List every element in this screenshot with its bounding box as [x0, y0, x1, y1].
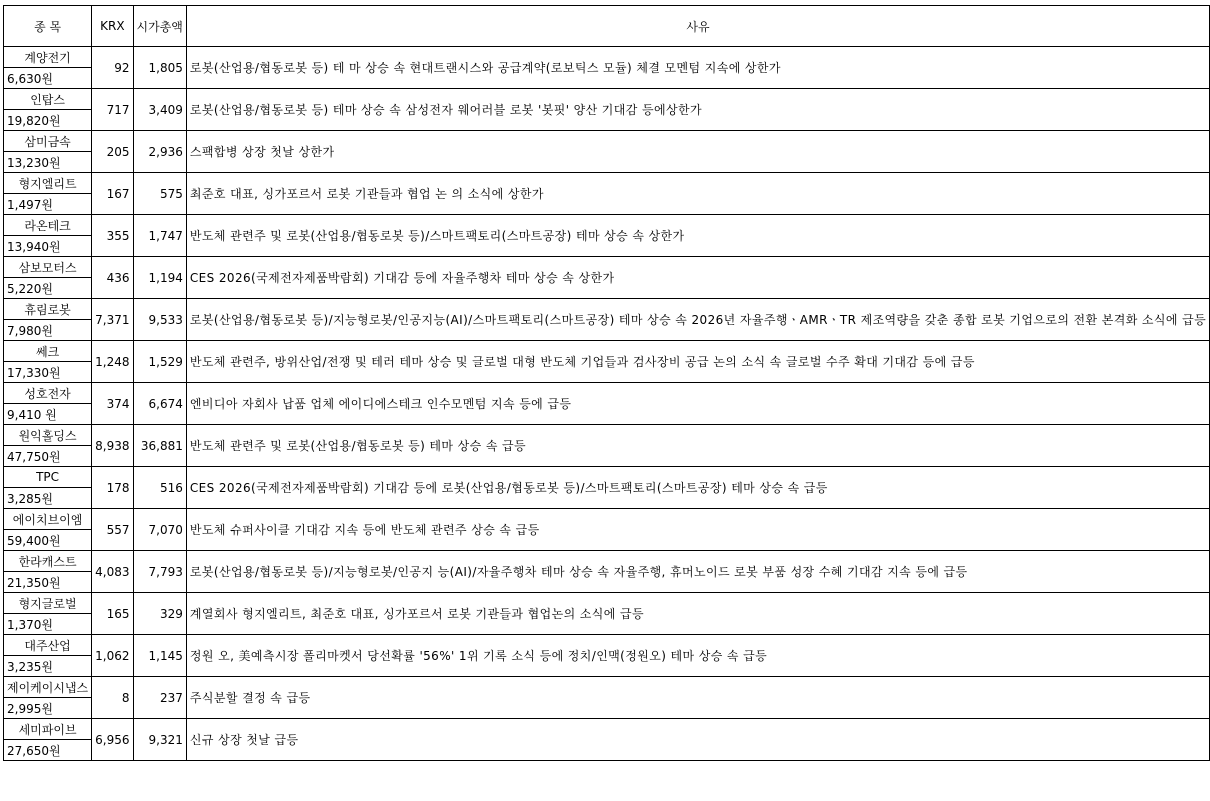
table-row [4, 257, 1210, 278]
stock-name: 인탑스 [4, 89, 92, 110]
stock-name: 삼미금속 [4, 131, 92, 152]
market-cap-value: 1,529 [133, 341, 186, 383]
market-cap-value: 1,145 [133, 635, 186, 677]
stock-name: 형지엘리트 [4, 173, 92, 194]
reason-text: 주식분할 결정 속 급등 [186, 677, 1209, 719]
stock-price: 3,235원 [4, 656, 92, 677]
stock-price: 13,230원 [4, 152, 92, 173]
stock-name: 에이치브이엠 [4, 509, 92, 530]
krx-value: 8 [92, 677, 133, 719]
market-cap-value: 9,321 [133, 719, 186, 761]
reason-text: 최준호 대표, 싱가포르서 로봇 기관들과 협업 논 의 소식에 상한가 [186, 173, 1209, 215]
stock-name: 한라캐스트 [4, 551, 92, 572]
reason-text: 신규 상장 첫날 급등 [186, 719, 1209, 761]
krx-value: 165 [92, 593, 133, 635]
reason-text: 로봇(산업용/협동로봇 등) 테마 상승 속 삼성전자 웨어러블 로봇 '봇핏' 양산 기대감 등에상한가 [186, 89, 1209, 131]
krx-value: 557 [92, 509, 133, 551]
table-row [4, 425, 1210, 446]
krx-value: 1,248 [92, 341, 133, 383]
reason-text: 계열회사 형지엘리트, 최준호 대표, 싱가포르서 로봇 기관들과 협업논의 소식에 급등 [186, 593, 1209, 635]
header-market-cap: 시가총액 [133, 6, 186, 47]
krx-value: 178 [92, 467, 133, 509]
stock-price: 5,220원 [4, 278, 92, 299]
reason-text: 반도체 관련주 및 로봇(산업용/협동로봇 등)/스마트팩토리(스마트공장) 테마 상승 속 상한가 [186, 215, 1209, 257]
stock-name: 라온테크 [4, 215, 92, 236]
table-row [4, 719, 1210, 740]
stock-price: 13,940원 [4, 236, 92, 257]
reason-text: 로봇(산업용/협동로봇 등) 테 마 상승 속 현대트랜시스와 공급계약(로보틱스 모듈) 체결 모멘텀 지속에 상한가 [186, 47, 1209, 89]
stock-name: 쎄크 [4, 341, 92, 362]
stock-name: 휴림로봇 [4, 299, 92, 320]
table-row [4, 131, 1210, 152]
table-row [4, 47, 1210, 68]
krx-value: 355 [92, 215, 133, 257]
stock-name: 원익홀딩스 [4, 425, 92, 446]
stock-name: TPC [4, 467, 92, 488]
reason-text: 엔비디아 자회사 납품 업체 에이디에스테크 인수모멘텀 지속 등에 급등 [186, 383, 1209, 425]
krx-value: 7,371 [92, 299, 133, 341]
stock-price: 2,995원 [4, 698, 92, 719]
reason-text: CES 2026(국제전자제품박람회) 기대감 등에 자율주행차 테마 상승 속 상한가 [186, 257, 1209, 299]
table-row [4, 551, 1210, 572]
table-row [4, 593, 1210, 614]
reason-text: CES 2026(국제전자제품박람회) 기대감 등에 로봇(산업용/협동로봇 등)/스마트팩토리(스마트공장) 테마 상승 속 급등 [186, 467, 1209, 509]
stock-price: 17,330원 [4, 362, 92, 383]
krx-value: 436 [92, 257, 133, 299]
market-cap-value: 9,533 [133, 299, 186, 341]
stock-price: 6,630원 [4, 68, 92, 89]
reason-text: 반도체 관련주, 방위산업/전쟁 및 테러 테마 상승 및 글로벌 대형 반도체 기업들과 검사장비 공급 논의 소식 속 글로벌 수주 확대 기대감 등에 급등 [186, 341, 1209, 383]
stock-price: 3,285원 [4, 488, 92, 509]
market-cap-value: 7,793 [133, 551, 186, 593]
header-reason: 사유 [186, 6, 1209, 47]
krx-value: 167 [92, 173, 133, 215]
stock-price: 47,750원 [4, 446, 92, 467]
stock-name: 제이케이시냅스 [4, 677, 92, 698]
market-cap-value: 575 [133, 173, 186, 215]
table-row [4, 509, 1210, 530]
stock-price: 9,410 원 [4, 404, 92, 425]
krx-value: 205 [92, 131, 133, 173]
reason-text: 반도체 관련주 및 로봇(산업용/협동로봇 등) 테마 상승 속 급등 [186, 425, 1209, 467]
stock-price: 1,370원 [4, 614, 92, 635]
table-row [4, 467, 1210, 488]
stock-price: 7,980원 [4, 320, 92, 341]
table-row [4, 635, 1210, 656]
stock-name: 세미파이브 [4, 719, 92, 740]
market-cap-value: 6,674 [133, 383, 186, 425]
header-krx: KRX [92, 6, 133, 47]
table-row [4, 299, 1210, 320]
krx-value: 1,062 [92, 635, 133, 677]
market-cap-value: 7,070 [133, 509, 186, 551]
table-row [4, 341, 1210, 362]
reason-text: 로봇(산업용/협동로봇 등)/지능형로봇/인공지능(AI)/스마트팩토리(스마트공장) 테마 상승 속 2026년 자율주행ㆍAMRㆍTR 제조역량을 갖춘 종합 로봇 기업으로의 전환 본격화 소식에 급등 [186, 299, 1209, 341]
stock-price: 1,497원 [4, 194, 92, 215]
stock-price: 21,350원 [4, 572, 92, 593]
krx-value: 8,938 [92, 425, 133, 467]
market-cap-value: 2,936 [133, 131, 186, 173]
stock-name: 형지글로벌 [4, 593, 92, 614]
stock-price: 19,820원 [4, 110, 92, 131]
stock-name: 삼보모터스 [4, 257, 92, 278]
krx-value: 92 [92, 47, 133, 89]
table-row [4, 215, 1210, 236]
market-cap-value: 237 [133, 677, 186, 719]
krx-value: 4,083 [92, 551, 133, 593]
krx-value: 374 [92, 383, 133, 425]
header-name: 종 목 [4, 6, 92, 47]
market-cap-value: 1,747 [133, 215, 186, 257]
market-cap-value: 36,881 [133, 425, 186, 467]
table-row [4, 383, 1210, 404]
market-cap-value: 3,409 [133, 89, 186, 131]
krx-value: 6,956 [92, 719, 133, 761]
stock-price: 59,400원 [4, 530, 92, 551]
table-row [4, 89, 1210, 110]
stock-name: 계양전기 [4, 47, 92, 68]
header-row [4, 6, 1210, 47]
market-cap-value: 329 [133, 593, 186, 635]
table-row [4, 677, 1210, 698]
stock-name: 성호전자 [4, 383, 92, 404]
reason-text: 정원 오, 美예측시장 폴리마켓서 당선확률 '56%' 1위 기록 소식 등에 정치/인맥(정원오) 테마 상승 속 급등 [186, 635, 1209, 677]
table-row [4, 173, 1210, 194]
market-cap-value: 516 [133, 467, 186, 509]
reason-text: 로봇(산업용/협동로봇 등)/지능형로봇/인공지 능(AI)/자율주행차 테마 상승 속 자율주행, 휴머노이드 로봇 부품 성장 수혜 기대감 지속 등에 급등 [186, 551, 1209, 593]
reason-text: 스팩합병 상장 첫날 상한가 [186, 131, 1209, 173]
stock-table [3, 5, 1210, 761]
stock-name: 대주산업 [4, 635, 92, 656]
stock-price: 27,650원 [4, 740, 92, 761]
market-cap-value: 1,194 [133, 257, 186, 299]
reason-text: 반도체 슈퍼사이클 기대감 지속 등에 반도체 관련주 상승 속 급등 [186, 509, 1209, 551]
krx-value: 717 [92, 89, 133, 131]
market-cap-value: 1,805 [133, 47, 186, 89]
